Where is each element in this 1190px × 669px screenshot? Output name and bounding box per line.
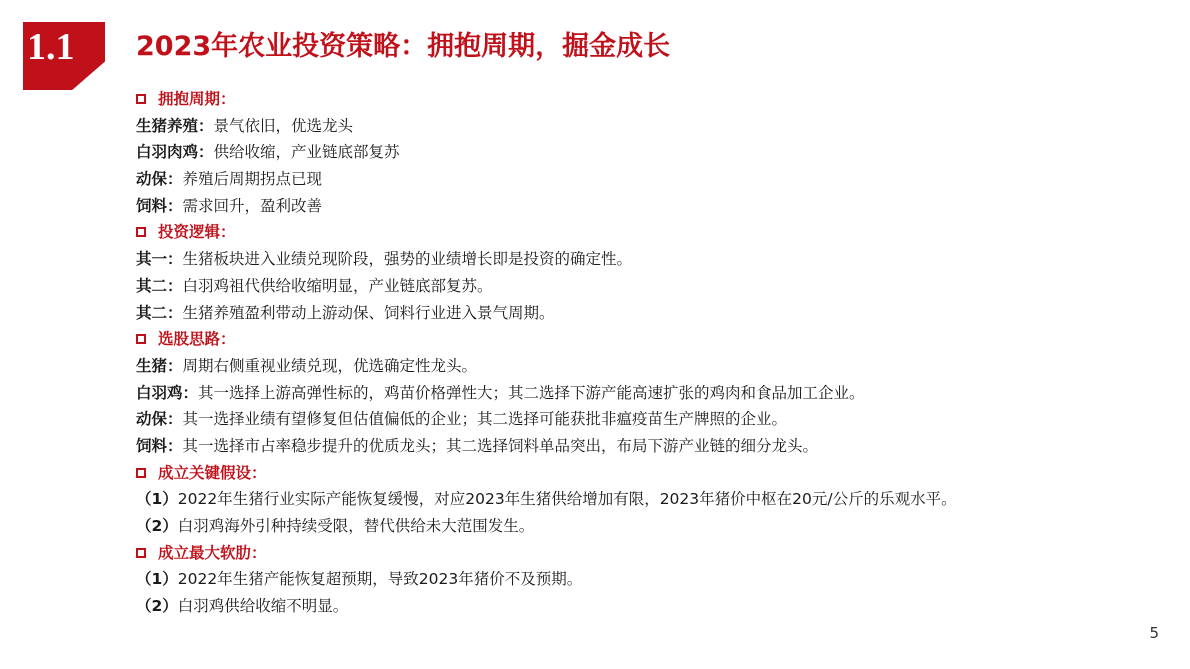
list-item: 白羽鸡：其一选择上游高弹性标的，鸡苗价格弹性大；其二选择下游产能高速扩张的鸡肉和食品加工企业。 [136, 383, 865, 402]
list-item: （1）2022年生猪行业实际产能恢复缓慢，对应2023年生猪供给增加有限，2023年猪价中枢在20元/公斤的乐观水平。 [136, 490, 957, 509]
list-item: 饲料：需求回升，盈利改善 [136, 196, 323, 215]
slide-content [136, 86, 1156, 620]
section-heading: 拥抱周期： [136, 86, 1156, 113]
list-item: 其二：白羽鸡祖代供给收缩明显，产业链底部复苏。 [136, 276, 493, 295]
list-item: 白羽肉鸡：供给收缩，产业链底部复苏 [136, 143, 400, 162]
section-number: 1.1 [27, 26, 75, 68]
section-heading: 成立最大软肋： [136, 540, 1156, 567]
list-item: 其一：生猪板块进入业绩兑现阶段，强势的业绩增长即是投资的确定性。 [136, 250, 633, 269]
list-item: （1）2022年生猪产能恢复超预期，导致2023年猪价不及预期。 [136, 570, 583, 589]
list-item: 其二：生猪养殖盈利带动上游动保、饲料行业进入景气周期。 [136, 303, 555, 322]
square-bullet-icon [136, 468, 146, 478]
page-number: 5 [1149, 624, 1159, 642]
list-item: 动保：其一选择业绩有望修复但估值偏低的企业；其二选择可能获批非瘟疫苗生产牌照的企业。 [136, 410, 788, 429]
list-item: （2）白羽鸡供给收缩不明显。 [136, 597, 349, 616]
square-bullet-icon [136, 548, 146, 558]
section-heading: 选股思路： [136, 326, 1156, 353]
list-item: 生猪养殖：景气依旧，优选龙头 [136, 116, 354, 135]
square-bullet-icon [136, 227, 146, 237]
list-item: 生猪：周期右侧重视业绩兑现，优选确定性龙头。 [136, 356, 478, 375]
list-item: （2）白羽鸡海外引种持续受限，替代供给未大范围发生。 [136, 517, 535, 535]
page-title: 2023年农业投资策略：拥抱周期，掘金成长 [136, 31, 671, 62]
list-item: 饲料：其一选择市占率稳步提升的优质龙头；其二选择饲料单品突出，布局下游产业链的细分龙头。 [136, 436, 819, 455]
square-bullet-icon [136, 334, 146, 344]
section-heading: 成立关键假设： [136, 460, 1156, 487]
square-bullet-icon [136, 94, 146, 104]
list-item: 动保：养殖后周期拐点已现 [136, 170, 323, 189]
section-heading: 投资逻辑： [136, 219, 1156, 246]
